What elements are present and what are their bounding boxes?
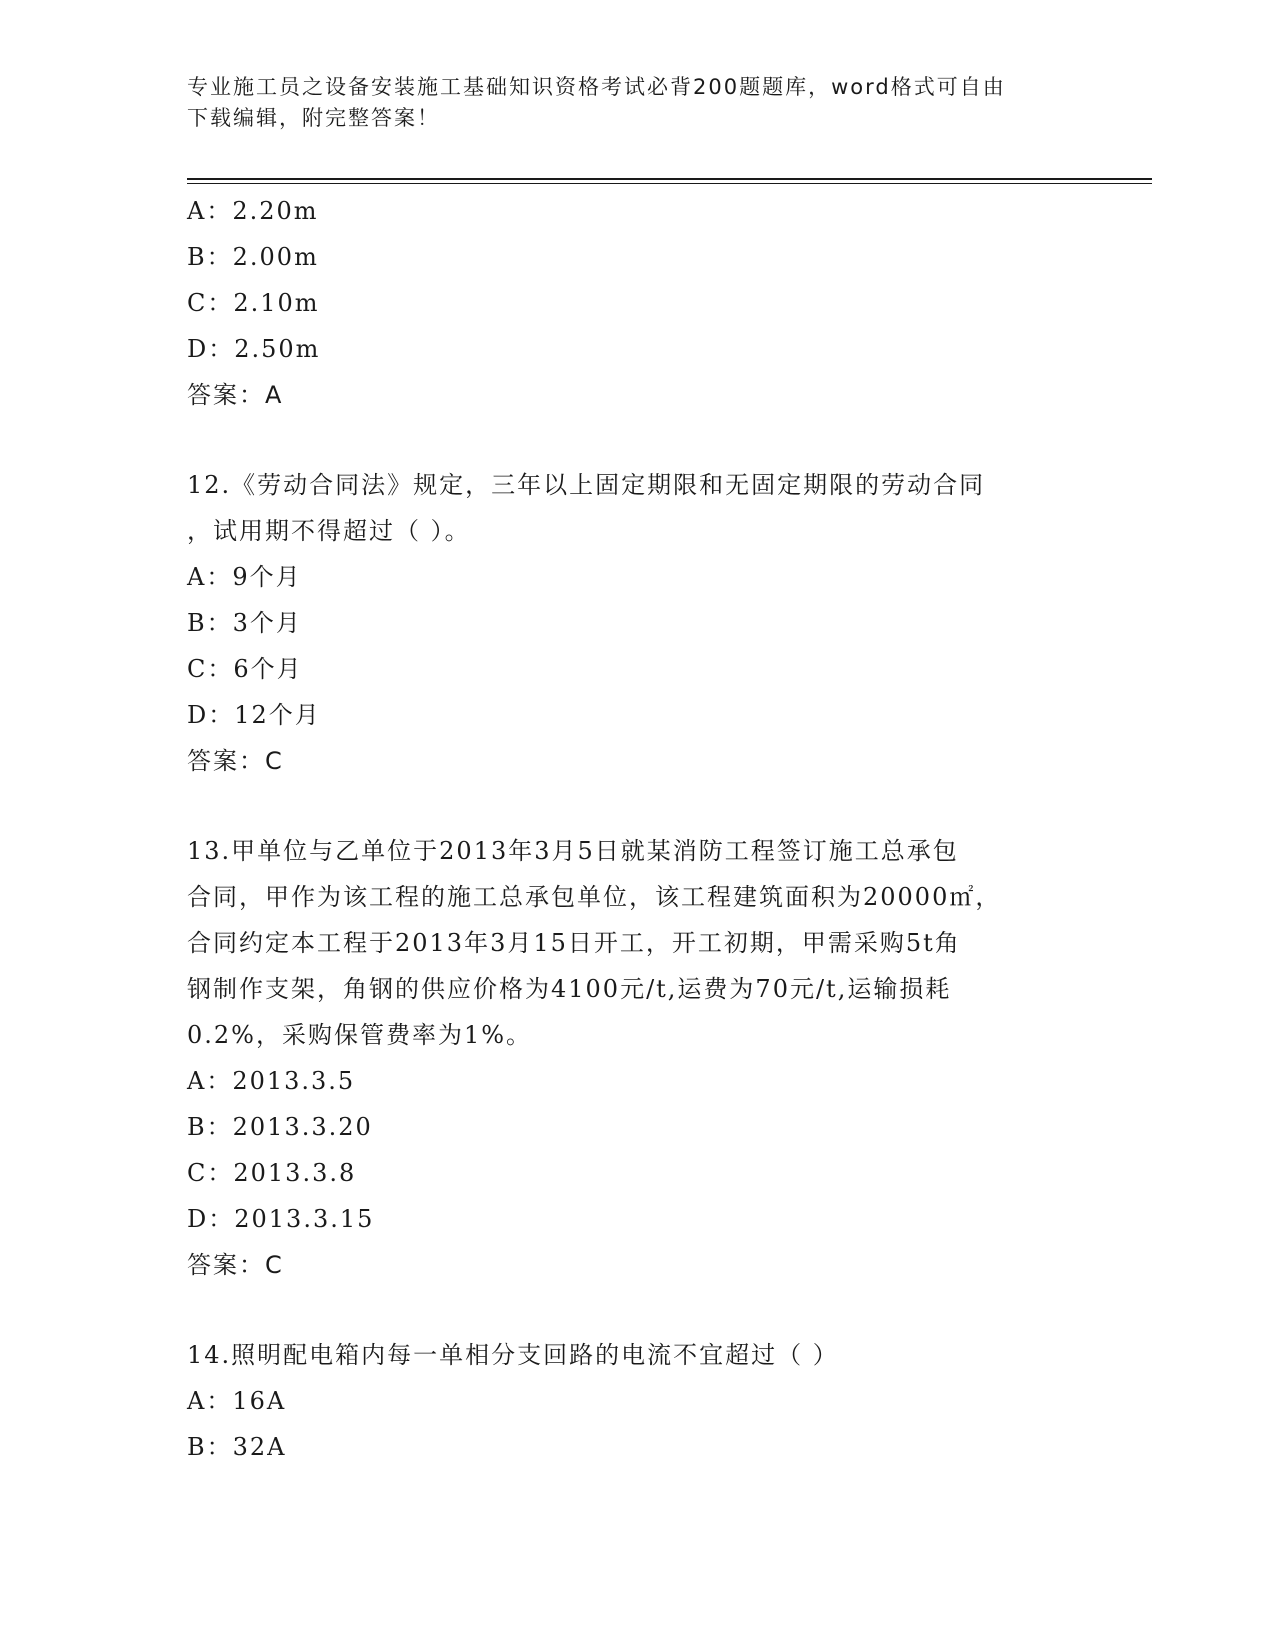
answer: 答案：A [187,381,284,409]
option-d: D：12个月 [187,701,321,729]
question-stem: 13.甲单位与乙单位于2013年3月5日就某消防工程签订施工总承包 [187,837,959,865]
option-c: C：6个月 [187,655,303,683]
option-a: A：2013.3.5 [187,1067,356,1095]
option-a: A：9个月 [187,563,302,591]
option-c: C：2.10m [187,289,320,317]
question-stem: 合同约定本工程于2013年3月15日开工，开工初期，甲需采购5t角 [187,929,961,957]
question-12 [187,462,1087,784]
header-rule-thick [187,178,1152,180]
answer: 答案：C [187,1251,284,1279]
question-11 [187,188,1087,418]
option-d: D：2013.3.15 [187,1205,375,1233]
spacer [187,418,1087,462]
option-b: B：32A [187,1433,287,1461]
option-d: D：2.50m [187,335,321,363]
question-stem: ，试用期不得超过（ ）。 [187,517,471,545]
document-header [187,72,1067,134]
question-stem: 合同，甲作为该工程的施工总承包单位，该工程建筑面积为20000㎡， [187,883,1002,911]
question-13 [187,828,1087,1288]
option-b: B：2013.3.20 [187,1113,373,1141]
question-content [187,188,1087,1470]
option-a: A：16A [187,1387,287,1415]
question-stem: 0.2%，采购保管费率为1%。 [187,1021,533,1049]
spacer [187,1288,1087,1332]
option-a: A：2.20m [187,197,319,225]
header-rule-thin [187,183,1152,184]
question-stem: 14.照明配电箱内每一单相分支回路的电流不宜超过（ ） [187,1341,839,1369]
option-c: C：2013.3.8 [187,1159,357,1187]
header-line-1: 专业施工员之设备安装施工基础知识资格考试必背200题题库，word格式可自由 [187,75,1006,99]
header-line-2: 下载编辑，附完整答案！ [187,106,440,130]
spacer [187,784,1087,828]
answer: 答案：C [187,747,284,775]
option-b: B：3个月 [187,609,302,637]
question-14 [187,1332,1087,1470]
question-stem: 钢制作支架，角钢的供应价格为4100元/t,运费为70元/t,运输损耗 [187,975,952,1003]
option-b: B：2.00m [187,243,319,271]
question-stem: 12.《劳动合同法》规定，三年以上固定期限和无固定期限的劳动合同 [187,471,986,499]
